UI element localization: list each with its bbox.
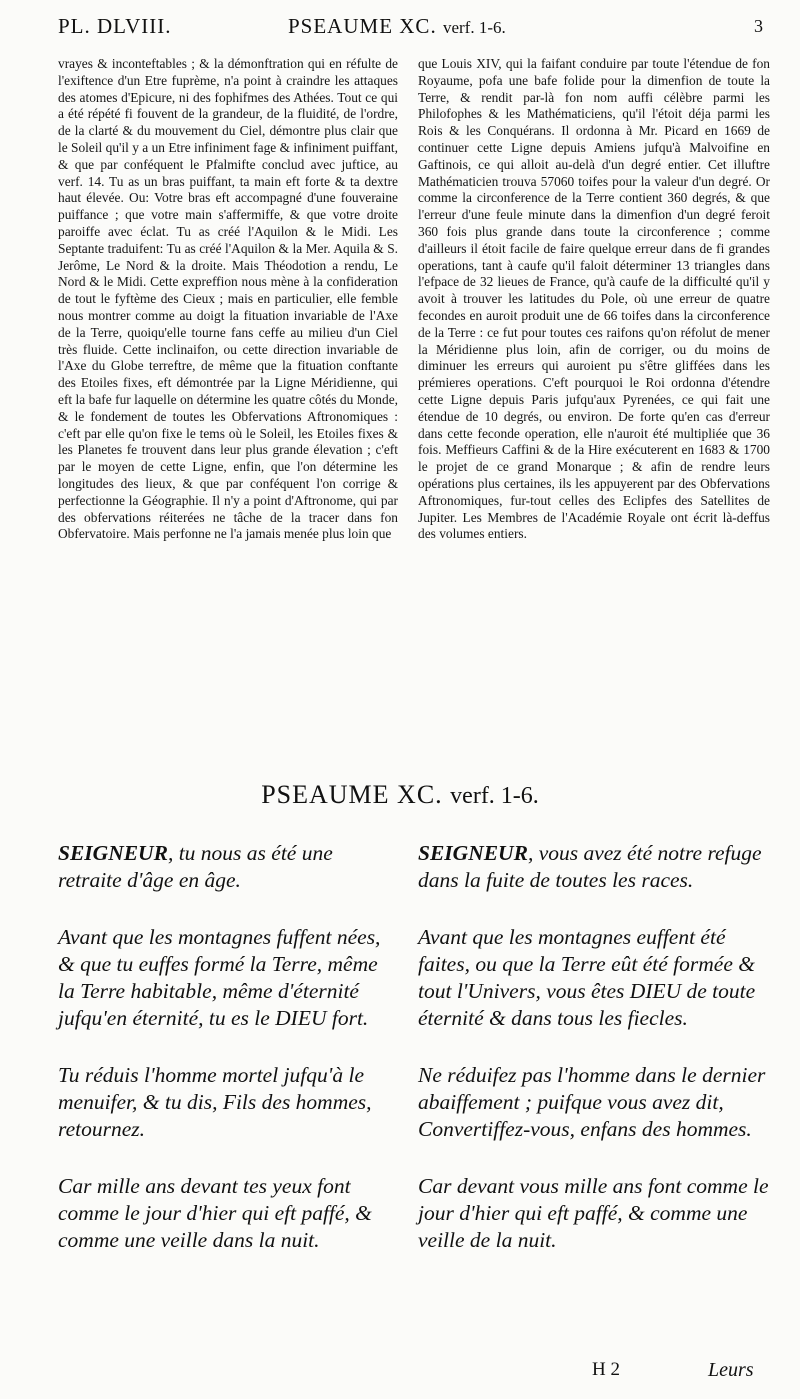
running-title-text: PSEAUME XC. bbox=[288, 14, 437, 38]
running-title bbox=[288, 14, 506, 39]
psalm-left-column bbox=[58, 840, 398, 1284]
running-head bbox=[58, 12, 768, 44]
psalm-left-verse-1 bbox=[58, 840, 398, 894]
psalm-heading-verses: verf. 1-6. bbox=[450, 783, 539, 809]
psalm-right-verse-3: Ne réduifez pas l'homme dans le dernier abaiffement ; puifque vous avez dit, Convertiffez-vous, enfans des hommes. bbox=[418, 1063, 766, 1141]
divine-name: SEIGNEUR bbox=[418, 841, 528, 865]
psalm-left-verse-4: Car mille ans devant tes yeux font comme le jour d'hier qui eft paffé, & comme une veille dans la nuit. bbox=[58, 1174, 372, 1252]
commentary-left-column bbox=[58, 56, 398, 543]
psalm-right-verse-2: Avant que les montagnes euffent été faites, ou que la Terre eût été formée & tout l'Univers, vous êtes DIEU de toute éternité & dans tous les fiecles. bbox=[418, 925, 756, 1030]
commentary-right-text: que Louis XIV, qui la faifant conduire par toute l'étendue de fon Royaume, pofa une bafe folide pour la dimenfion de toute la Terre, & rendit par-là fon nom auffi célèbre parmi les Philofophes & les Mathématiciens, qu'il l'étoit déja parmi les Rois & les Conquérans. Il ordonna à Mr. Picard en 1669 de continuer cette Ligne depuis Amiens jufqu'à Malvoifine en Gaftinois, ce qui alloit au-delà d'un degré entier. Cet illuftre Mathématicien trouva 57060 toifes pour la valeur d'un degré. Or comme la circonference de la Terre contient 360 degrés, & que l'erreur d'une feule minute dans la dimenfion d'un degré feroit 360 fois plus grande dans toute la circonference ; comme d'ailleurs il étoit facile de faire quelque erreur dans de fi grandes operations, tant à caufe qu'il faloit déterminer 13 triangles dans l'efpace de 32 lieues de France, qu'à caufe de la difficulté qu'il y avoit à trouver les latitudes du Pole, où une erreur de quatre fecondes en auroit produit une de 66 toifes dans la circonference de la Terre : ce fut pour toutes ces raifons qu'on réfolut de mener la Méridienne plus loin, afin de corriger, ou du moins de diminuer les erreurs qui auroient pu s'être gliffées dans les prémieres operations. C'eft pourquoi le Roi ordonna d'étendre cette Ligne depuis Paris jufqu'aux Pyrenées, ce qui fait une étendue de 10 degrés, ou environ. De forte qu'en cas d'erreur dans cette feconde operation, elle n'auroit été multipliée que 36 fois. Meffieurs Caffini & de la Hire exécuterent en 1683 & 1700 le projet de ce grand Monarque ; & afin de rendre leurs opérations plus certaines, ils les appuyerent par des Obfervations Aftronomiques, fur-tout celles des Eclipfes des Satellites de Jupiter. Les Membres de l'Académie Royale ont écrit là-deffus des volumes entiers. bbox=[418, 56, 770, 542]
catchword: Leurs bbox=[708, 1359, 754, 1381]
plate-number: PL. DLVIII. bbox=[58, 14, 172, 38]
psalm-right-column bbox=[418, 840, 773, 1284]
verse-text: , vous avez été notre refuge dans la fuite de toutes les races. bbox=[418, 841, 762, 892]
commentary-left-text: vrayes & inconteftables ; & la démonftration qui en réfulte de l'exiftence d'un Etre fuprème, n'a point à craindre les attaques des atomes d'Epicure, ni des fophifmes des Athées. Tout ce qui a été répété fi fouvent de la grandeur, de la fluidité, de l'ordre, de la clarté & du mouvement du Ciel, démontre plus clair que le Soleil qu'il y a un Etre infiniment fage & infiniment puiffant, & que par conféquent le Pfalmifte conclud avec juftice, au verf. 14. Tu as un bras puiffant, ta main eft forte & ta dextre haut élevée. Ou: Votre bras eft accompagné d'une fouveraine puiffance ; que votre main s'affermiffe, & que votre droite paroiffe avec éclat. Tu as créé l'Aquilon & le Midi. Les Septante traduifent: Tu as créé l'Aquilon & la Mer. Aquila & S. Jerôme, Le Nord & la droite. Mais Théodotion a rendu, Le Nord & le Midi. Cette expreffion nous mène à la confideration de tout le fyftème des Cieux ; mais en particulier, elle femble nous montrer comme au doigt la fituation invariable de l'Axe de la Terre, quoiqu'elle tourne fans ceffe au milieu d'un Ciel très fluide. Cette inclinaifon, ou cette direction invariable de l'Axe du Globe terreftre, de même que la fituation conftante des Etoiles fixes, eft démontrée par la Ligne Méridienne, qui eft la bafe fur laquelle on détermine les quatre côtés du Monde, & le fondement de toutes les Obfervations Aftronomiques : c'eft par elle qu'on fixe le tems où le Soleil, les Etoiles fixes & les Planetes fe trouvent dans leur plus grande élevation ; c'eft par le moyen de cette Ligne, enfin, que l'on détermine les longitudes des lieux, & que par conféquent l'on corrige & perfectionne la Géographie. Il n'y a point d'Aftronome, qui par des obfervations réiterées ne tâche de la tracer dans fon Obfervatoire. Mais perfonne ne l'a jamais menée plus loin que bbox=[58, 56, 398, 542]
signature-mark: H 2 bbox=[592, 1359, 620, 1380]
psalm-heading-title: PSEAUME XC. bbox=[261, 780, 443, 809]
page-number: 3 bbox=[754, 16, 764, 36]
divine-name: SEIGNEUR bbox=[58, 841, 168, 865]
psalm-left-verse-2: Avant que les montagnes fuffent nées, & que tu euffes formé la Terre, même la Terre habitable, même d'éternité jufqu'en éternité, tu es le DIEU fort. bbox=[58, 925, 381, 1030]
commentary-right-column bbox=[418, 56, 770, 543]
psalm-right-verse-1 bbox=[418, 840, 773, 894]
psalm-heading bbox=[0, 780, 800, 810]
psalm-left-verse-3: Tu réduis l'homme mortel jufqu'à le menuifer, & tu dis, Fils des hommes, retournez. bbox=[58, 1063, 372, 1141]
psalm-right-verse-4: Car devant vous mille ans font comme le jour d'hier qui eft paffé, & comme une veille de la nuit. bbox=[418, 1174, 769, 1252]
running-verse-ref: verf. 1-6. bbox=[442, 18, 506, 37]
verse-text: , tu nous as été une retraite d'âge en âge. bbox=[58, 841, 333, 892]
